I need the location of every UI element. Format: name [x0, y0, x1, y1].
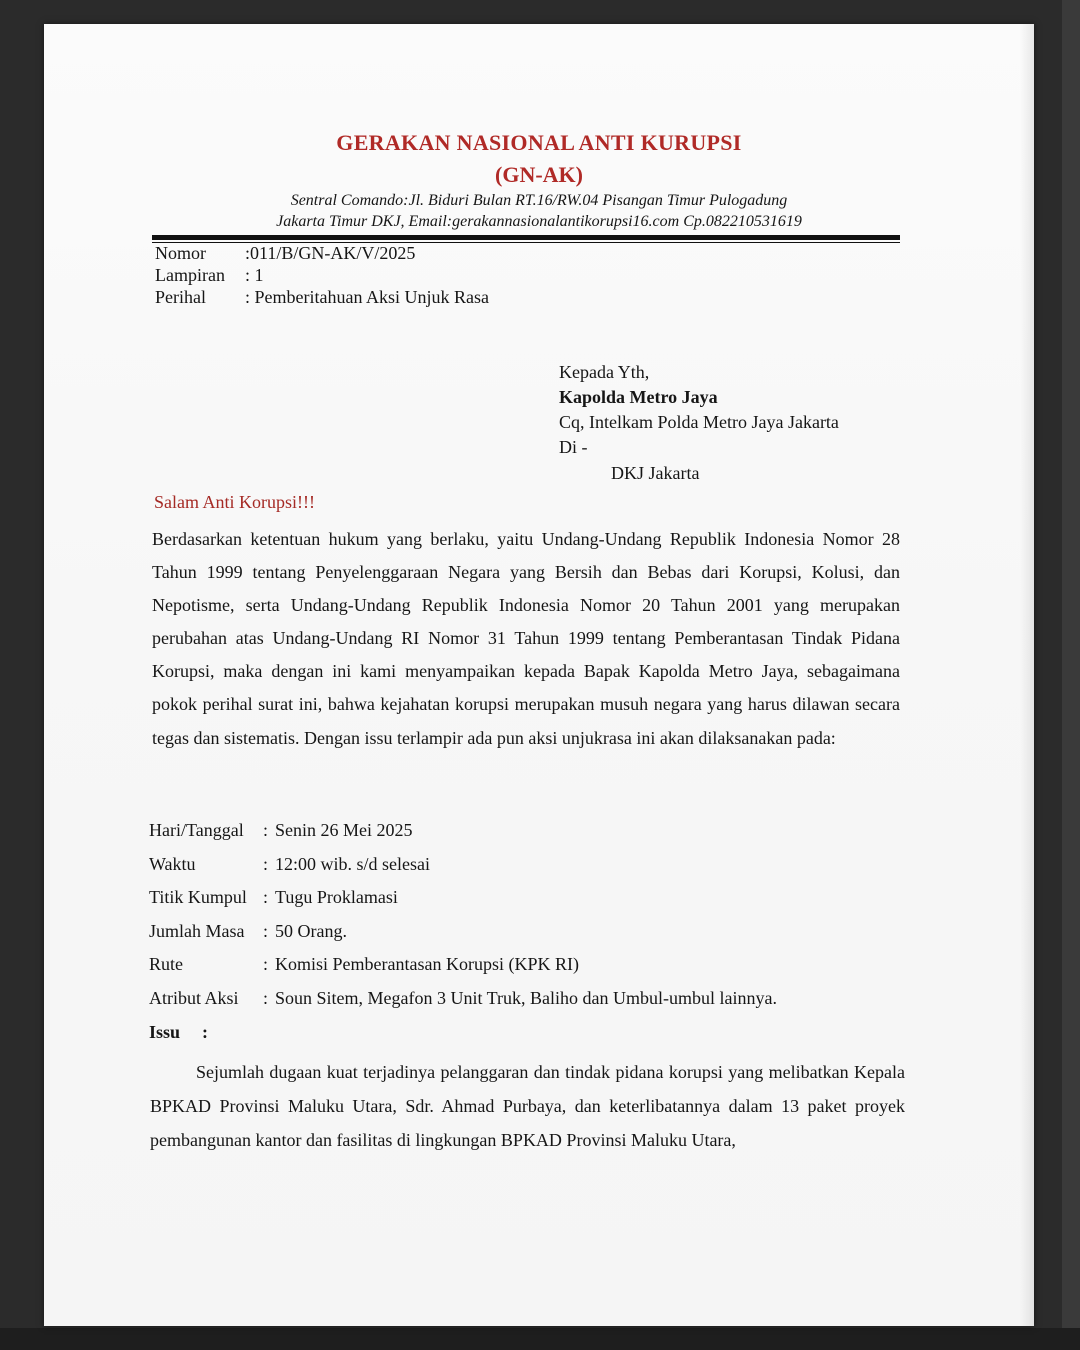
detail-label: Atribut Aksi: [149, 988, 239, 1008]
detail-colon: :: [263, 820, 269, 840]
detail-row: [149, 854, 430, 875]
ref-nomor-label: Nomor: [155, 243, 206, 263]
ref-nomor: [155, 243, 415, 264]
issu-colon: :: [202, 1022, 209, 1042]
detail-value: Komisi Pemberantasan Korupsi (KPK RI): [275, 954, 579, 974]
detail-colon: :: [263, 954, 269, 974]
detail-label: Hari/Tanggal: [149, 820, 244, 840]
detail-label: Rute: [149, 954, 183, 974]
ref-lampiran-label: Lampiran: [155, 265, 225, 285]
detail-row: [149, 954, 579, 975]
org-name: GERAKAN NASIONAL ANTI KURUPSI: [336, 130, 742, 155]
detail-row: [149, 988, 777, 1009]
photo-frame-right: [1062, 0, 1080, 1350]
detail-value: 12:00 wib. s/d selesai: [275, 854, 430, 874]
org-abbreviation: (GN-AK): [495, 162, 583, 187]
address-line-2: Jakarta Timur DKJ, Email:gerakannasionalantikorupsi16.com Cp.082210531619: [276, 213, 802, 230]
recipient-salutation: Kepada Yth,: [559, 362, 650, 382]
detail-colon: :: [263, 988, 269, 1008]
recipient-di: Di -: [559, 437, 588, 457]
ref-lampiran-value: : 1: [245, 265, 264, 285]
body-paragraph: Berdasarkan ketentuan hukum yang berlaku, yaitu Undang-Undang Republik Indonesia Nomor 28 Tahun 1999 tentang Penyelenggaraan Negara yang Bersih dan Bebas dari Korupsi, Kolusi, dan Nepotisme, serta Undang-Undang Republik Indonesia Nomor 20 Tahun 2001 yang merupakan perubahan atas Undang-Undang RI Nomor 31 Tahun 1999 tentang Pemberantasan Tindak Pidana Korupsi, maka dengan ini kami menyampaikan kepada Bapak Kapolda Metro Jaya, sebagaimana pokok perihal surat ini, bahwa kejahatan korupsi merupakan musuh negara yang harus dilawan secara tegas dan sistematis. Dengan issu terlampir ada pun aksi unjukrasa ini akan dilaksanakan pada:: [152, 529, 900, 748]
detail-value: 50 Orang.: [275, 921, 347, 941]
recipient-cq: Cq, Intelkam Polda Metro Jaya Jakarta: [559, 412, 839, 432]
recipient-city: DKJ Jakarta: [611, 463, 700, 483]
ref-perihal-value: : Pemberitahuan Aksi Unjuk Rasa: [245, 287, 489, 307]
detail-row: [149, 887, 398, 908]
letterhead-rule-thick: [152, 235, 900, 240]
detail-value: Senin 26 Mei 2025: [275, 820, 413, 840]
ref-perihal-label: Perihal: [155, 287, 206, 307]
recipient-name: Kapolda Metro Jaya: [559, 387, 718, 407]
detail-label: Jumlah Masa: [149, 921, 245, 941]
detail-row: [149, 921, 347, 942]
letter-page: [44, 24, 1034, 1326]
address-line-1: Sentral Comando:Jl. Biduri Bulan RT.16/RW.04 Pisangan Timur Pulogadung: [290, 192, 788, 209]
detail-value: Soun Sitem, Megafon 3 Unit Truk, Baliho dan Umbul-umbul lainnya.: [275, 988, 777, 1008]
detail-value: Tugu Proklamasi: [275, 887, 398, 907]
issu-heading: [149, 1022, 208, 1043]
detail-label: Waktu: [149, 854, 196, 874]
greeting: Salam Anti Korupsi!!!: [154, 492, 315, 512]
detail-row: [149, 820, 413, 841]
photo-frame-bottom: [0, 1328, 1080, 1350]
detail-colon: :: [263, 887, 269, 907]
issu-paragraph: Sejumlah dugaan kuat terjadinya pelanggaran dan tindak pidana korupsi yang melibatkan Kepala BPKAD Provinsi Maluku Utara, Sdr. Ahmad Purbaya, dan keterlibatannya dalam 13 paket proyek pembangunan kantor dan fasilitas di lingkungan BPKAD Provinsi Maluku Utara,: [150, 1062, 905, 1150]
ref-lampiran: [155, 265, 264, 286]
detail-label: Titik Kumpul: [149, 887, 247, 907]
detail-colon: :: [263, 854, 269, 874]
ref-perihal: [155, 287, 489, 308]
issu-label: Issu: [149, 1022, 181, 1042]
detail-colon: :: [263, 921, 269, 941]
ref-nomor-value: :011/B/GN-AK/V/2025: [245, 243, 416, 263]
